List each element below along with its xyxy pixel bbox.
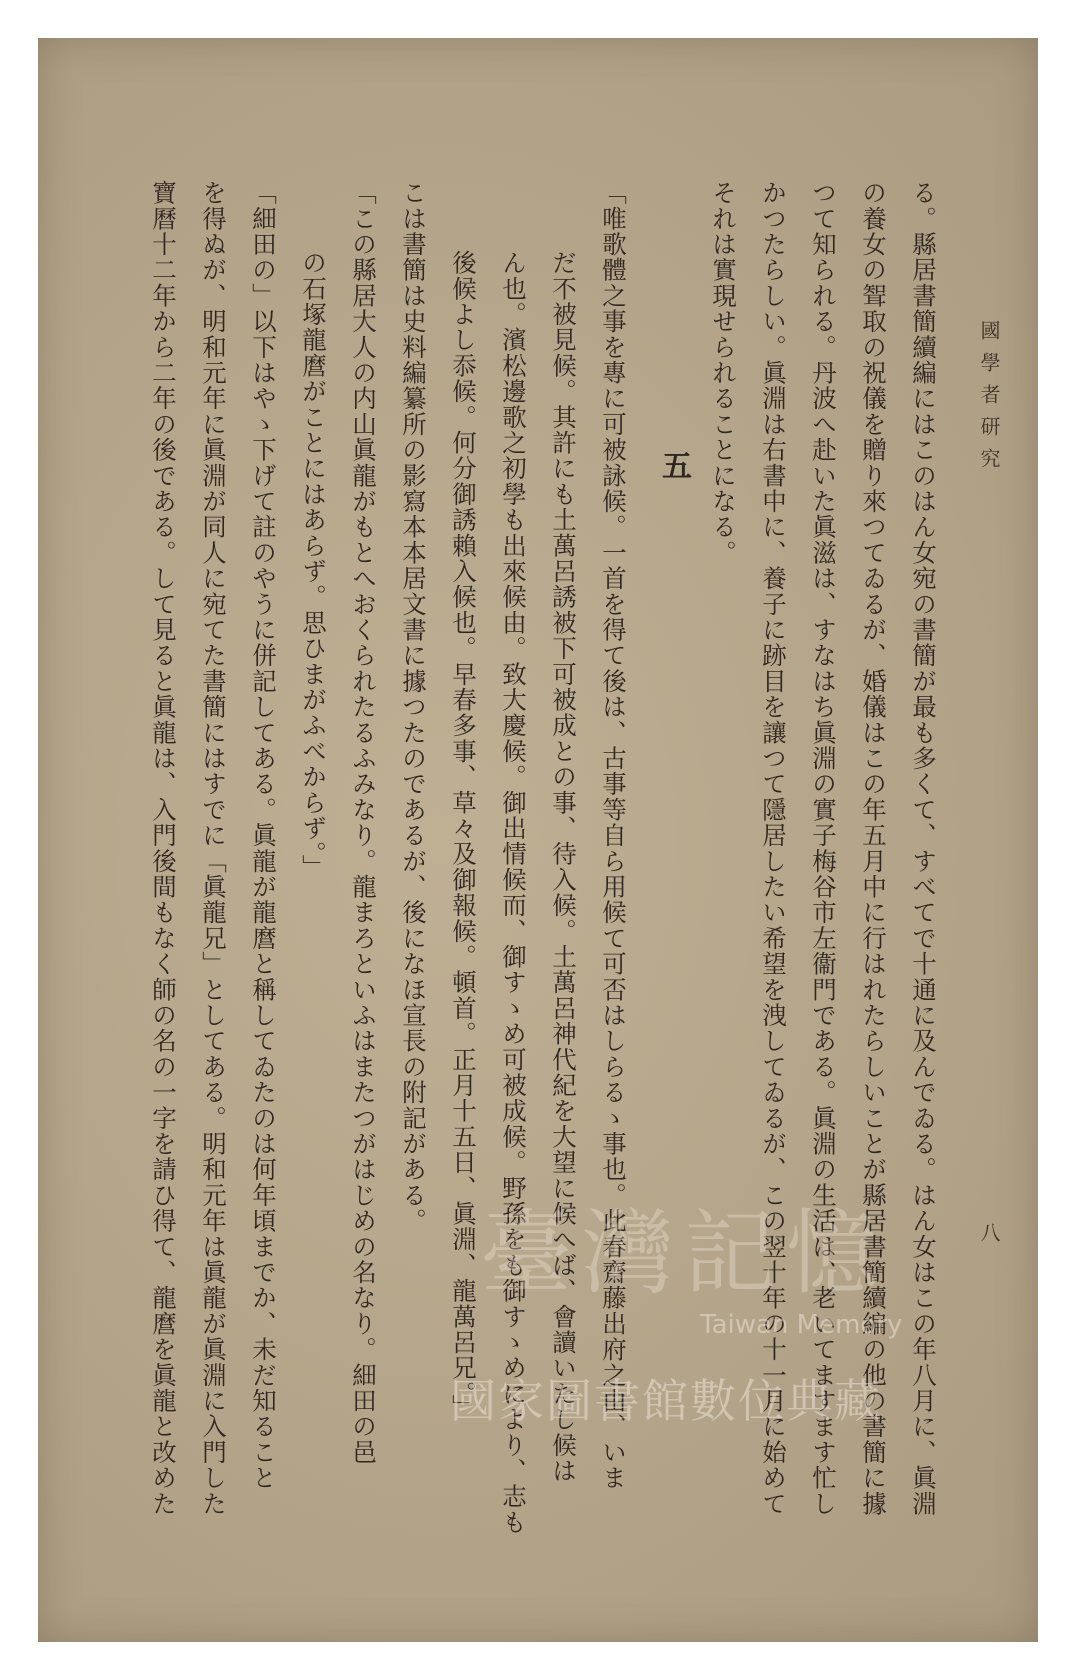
letter-column: ん也。濱松邊歌之初學も出來候由。致大慶候。御出情候而、御すゝめ可被成候。野孫をも御すゝめにより、志も (499, 250, 528, 1535)
text-column: 寶曆十二年から二年の後である。して見ると眞龍は、入門後間もなく師の名の一字を請ひ得て、龍麿を眞龍と改めた (149, 180, 178, 1517)
text-column: かつたらしい。眞淵は右書中に、養子に跡目を讓つて隱居したい希望を洩してゐるが、この翌十年の十一月に始めて (759, 180, 788, 1517)
section-number: 五 (656, 450, 691, 482)
watermark-script: 臺灣記憶 (480, 1200, 889, 1307)
text-column: 「細田の」以下はやゝ下げて註のやうに併記してある。眞龍が龍麿と稱してゐたのは何年頃までか、未だ知ること (249, 180, 278, 1491)
body-text (140, 180, 948, 1590)
letter-column: 後候よし忝候。何分御誘賴入候也。早春多事、草々及御報候。頓首。正月十五日、眞淵、龍萬呂兄。」 (449, 250, 478, 1420)
text-column: の石塚龍麿がことにはあらず。思ひまがふべからず。」 (299, 250, 328, 881)
text-column: こは書簡は史料編纂所の影寫本本居文書に據つたのであるが、後になほ宣長の附記がある。 (399, 180, 428, 1234)
text-column: それは實現せられることになる。 (709, 180, 738, 566)
text-column: る。縣居書簡續編にはこのはん女宛の書簡が最も多くて、すべてで十通に及んでゐる。はん女はこの年八月に、眞淵 (909, 180, 938, 1517)
page-number: 八 (977, 1222, 1001, 1242)
text-column: の養女の聟取の祝儀を贈り來つてゐるが、婚儀はこの年五月中に行はれたらしいことが縣居書簡續編の他の書簡に據 (859, 180, 888, 1517)
watermark-english: Taiwan Memory (700, 1310, 903, 1340)
letter-column: 「唯歌體之事を專に可被詠候。一首を得て後は、古事等自ら用候て可否はしらるゝ事也。此春齋藤出府之由、いま (599, 180, 628, 1491)
running-title: 國學者研究 (977, 320, 1001, 480)
text-column: 「この縣居大人の内山眞龍がもとへおくられたるふみなり。龍まろといふはまたつがはじめの名なり。細田の邑 (349, 180, 378, 1465)
letter-column: だ不被見候。其許にも土萬呂誘被下可被成との事、待入候。土萬呂神代紀を大望に候へば、會讀いたし候は (549, 250, 578, 1484)
text-column: を得ぬが、明和元年に眞淵が同人に宛てた書簡にはすでに「眞龍兄」としてある。明和元年は眞龍が眞淵に入門した (199, 180, 228, 1517)
text-column: つて知られる。丹波へ赴いた眞滋は、すなはち眞淵の實子梅谷市左衞門である。眞淵の生活は、老いてますます忙し (809, 180, 838, 1517)
watermark-institution: 國家圖書館數位典藏 (450, 1374, 882, 1428)
